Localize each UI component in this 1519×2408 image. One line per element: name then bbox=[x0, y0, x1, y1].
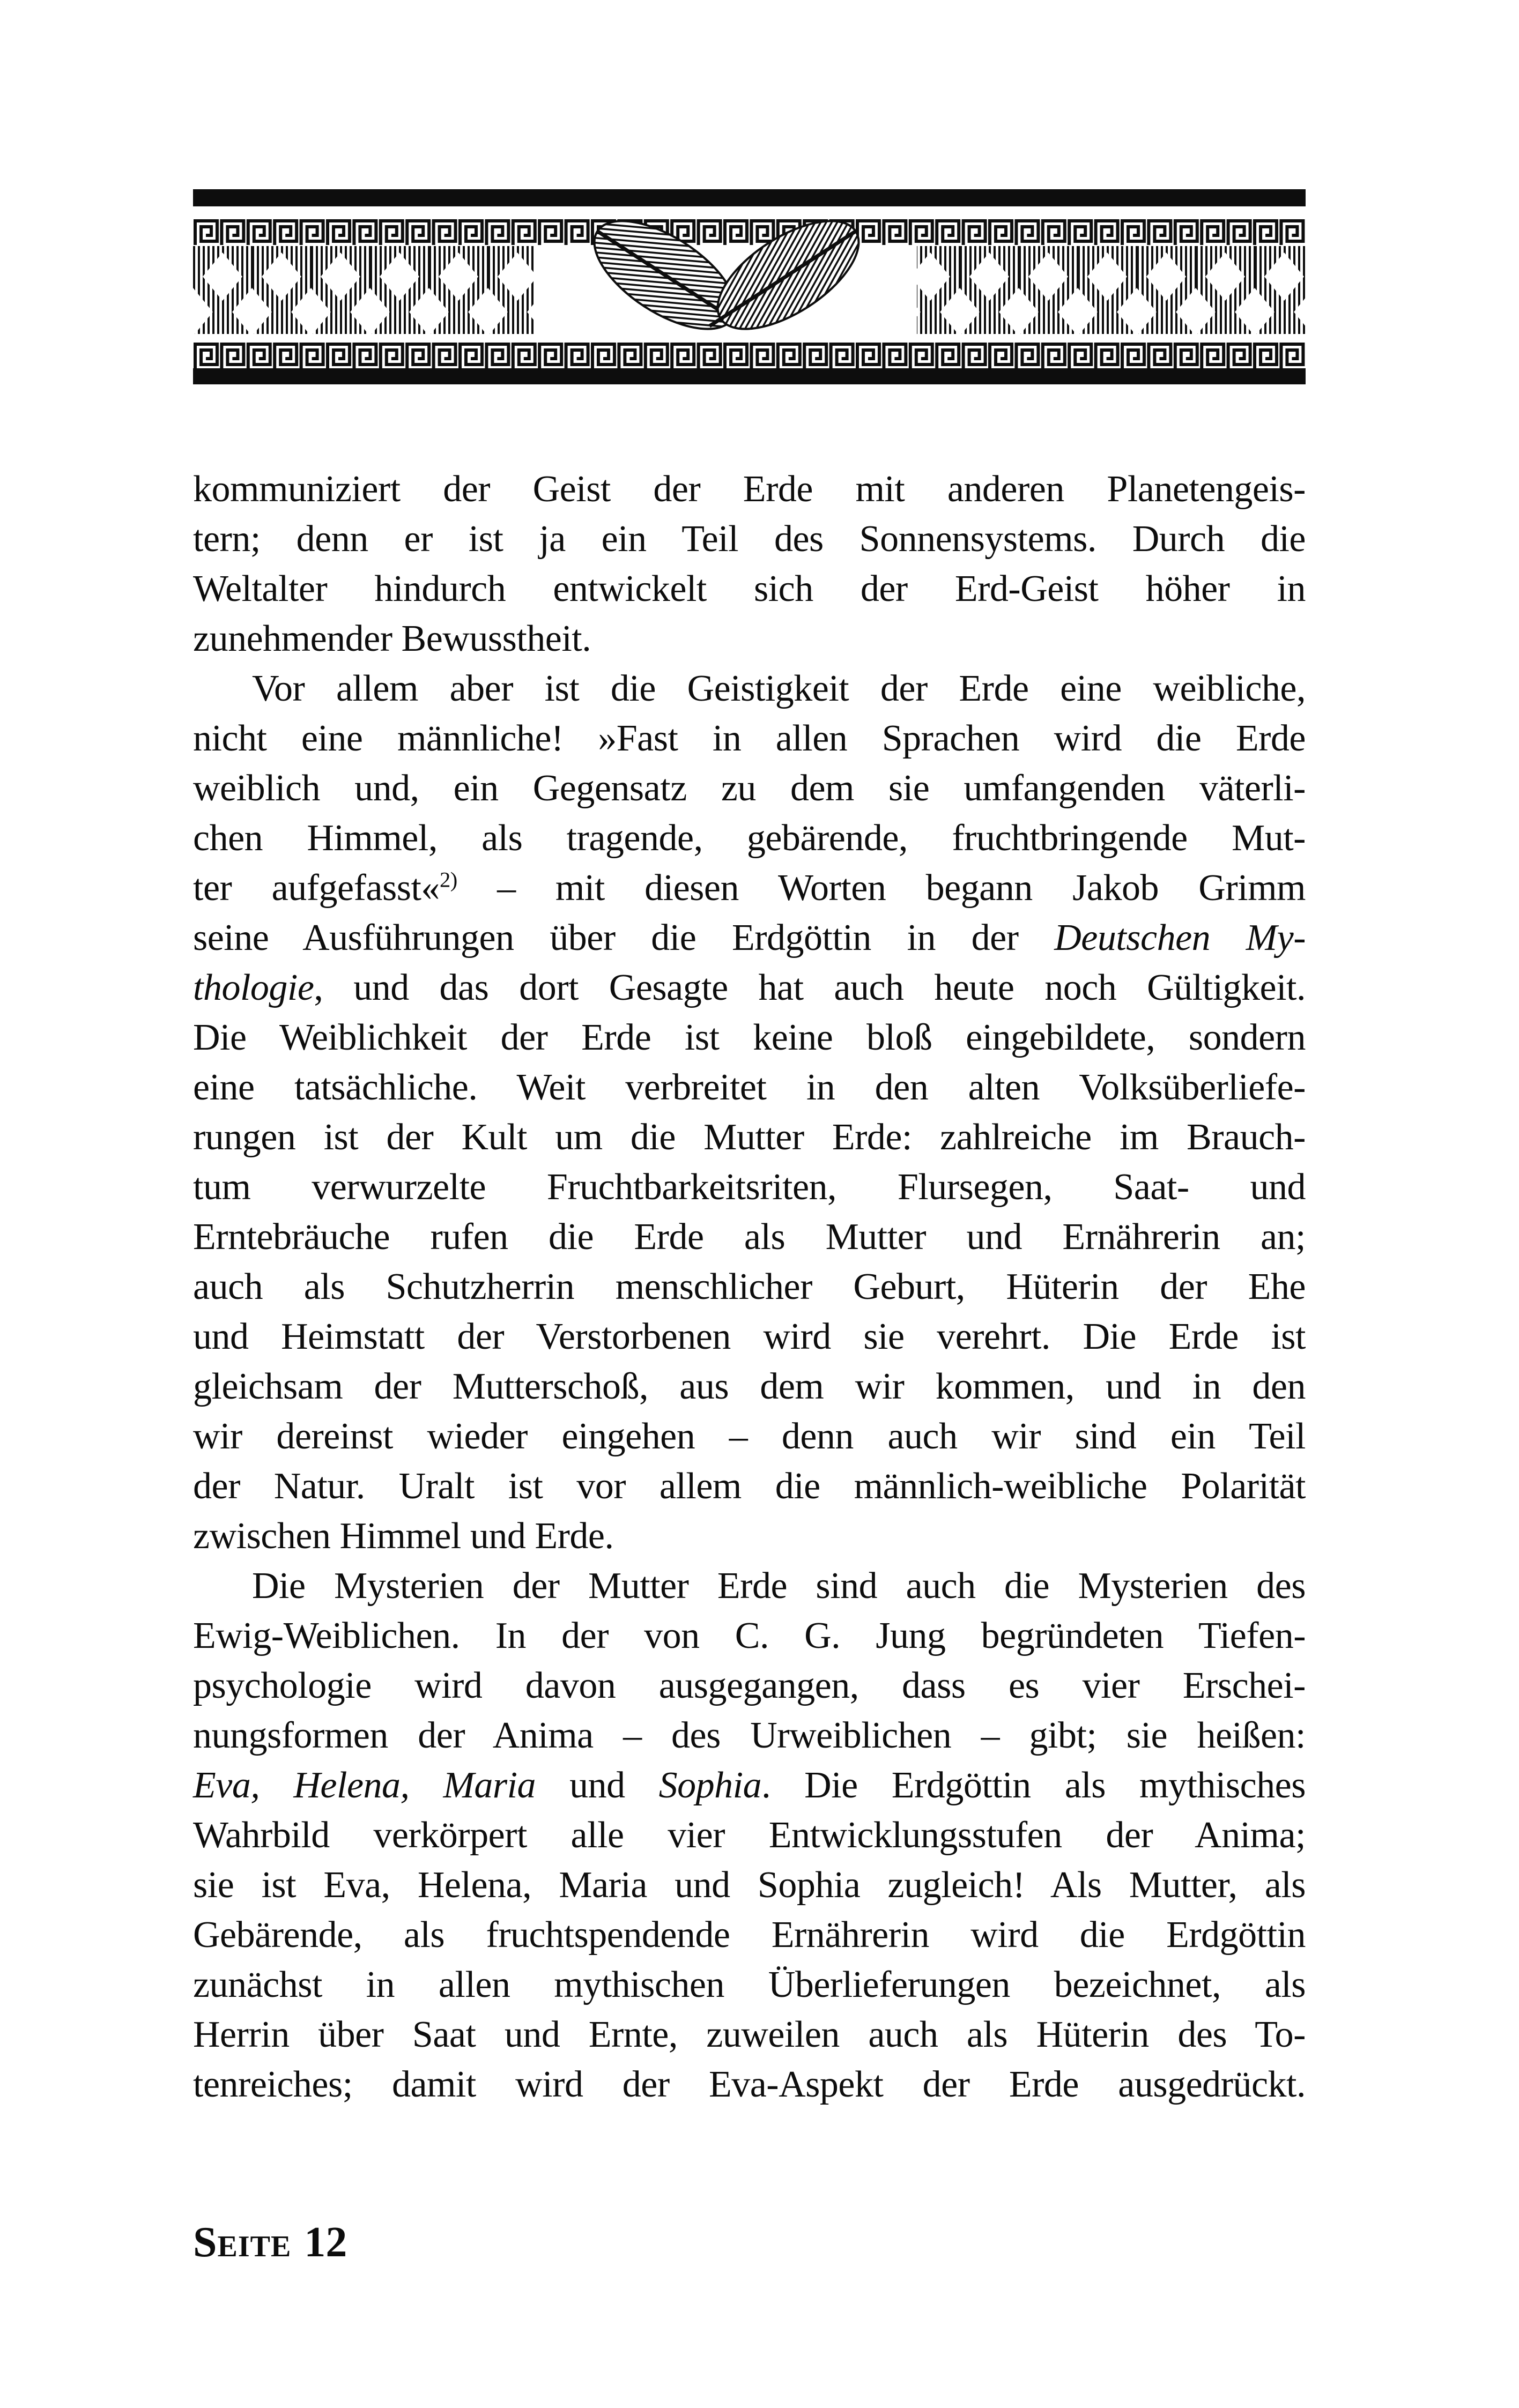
text-segment: zunächst in allen mythischen Überlieferungen bezeichnet, als bbox=[193, 1964, 1306, 2005]
band-top-bar bbox=[193, 189, 1306, 206]
text-line bbox=[193, 1312, 1306, 1362]
text-line bbox=[193, 963, 1306, 1013]
text-line bbox=[193, 1810, 1306, 1860]
page-footer bbox=[193, 2221, 347, 2264]
footer-label: Seite bbox=[193, 2219, 292, 2266]
text-segment: seine Ausführungen über die Erdgöttin in der bbox=[193, 917, 1055, 958]
text-line bbox=[193, 1013, 1306, 1062]
text-segment: kommuniziert der Geist der Erde mit anderen Planetengeis- bbox=[193, 469, 1306, 510]
text-segment: und bbox=[536, 1765, 659, 1806]
text-segment: Vor allem aber ist die Geistigkeit der Erde eine weibliche, bbox=[252, 668, 1306, 709]
text-segment: der Natur. Uralt ist vor allem die männlich-weibliche Polarität bbox=[193, 1466, 1306, 1507]
text-segment: tenreiches; damit wird der Eva-Aspekt der Erde ausgedrückt. bbox=[193, 2064, 1306, 2105]
band-bottom-bar bbox=[193, 368, 1306, 384]
greek-key-row-top bbox=[193, 215, 1306, 246]
text-segment: . Die Erdgöttin als mythisches bbox=[761, 1765, 1306, 1806]
text-segment: – mit diesen Worten begann Jakob Grimm bbox=[457, 867, 1306, 909]
ornamental-header-band bbox=[193, 189, 1306, 384]
text-segment: eine tatsächliche. Weit verbreitet in den alten Volksüberliefe- bbox=[193, 1067, 1306, 1108]
text-segment: Herrin über Saat und Ernte, zuweilen auch als Hüterin des To- bbox=[193, 2014, 1306, 2055]
text-segment: nungsformen der Anima – des Urweiblichen – gibt; sie heißen: bbox=[193, 1715, 1306, 1756]
text-segment: rungen ist der Kult um die Mutter Erde: zahlreiche im Brauch- bbox=[193, 1117, 1306, 1158]
text-segment: tum verwurzelte Fruchtbarkeitsriten, Flursegen, Saat- und bbox=[193, 1166, 1306, 1208]
text-line bbox=[193, 1461, 1306, 1511]
text-line bbox=[193, 664, 1306, 714]
text-segment: chen Himmel, als tragende, gebärende, fruchtbringende Mut- bbox=[193, 817, 1306, 859]
text-segment: Erntebräuche rufen die Erde als Mutter und Ernährerin an; bbox=[193, 1216, 1306, 1258]
text-line bbox=[193, 1162, 1306, 1212]
text-segment: Gebärende, als fruchtspendende Ernährerin wird die Erdgöttin bbox=[193, 1914, 1306, 1956]
text-segment: Weltalter hindurch entwickelt sich der Erd-Geist höher in bbox=[193, 568, 1306, 610]
text-segment: psychologie wird davon ausgegangen, dass es vier Erschei- bbox=[193, 1665, 1306, 1706]
text-line bbox=[193, 1362, 1306, 1411]
italic-text: Sophia bbox=[658, 1765, 762, 1806]
text-segment: Ewig-Weiblichen. In der von C. G. Jung begründeten Tiefen- bbox=[193, 1615, 1306, 1656]
text-line bbox=[193, 1910, 1306, 1960]
text-segment: weiblich und, ein Gegensatz zu dem sie umfangenden väterli- bbox=[193, 768, 1306, 809]
text-line bbox=[193, 863, 1306, 913]
text-line bbox=[193, 1212, 1306, 1262]
text-line bbox=[193, 1511, 1306, 1561]
text-line bbox=[193, 913, 1306, 963]
text-line bbox=[193, 1561, 1306, 1611]
text-line bbox=[193, 1661, 1306, 1711]
text-segment: ter aufgefasst« bbox=[193, 867, 440, 909]
text-segment: Die Weiblichkeit der Erde ist keine bloß eingebildete, sondern bbox=[193, 1017, 1306, 1058]
text-line bbox=[193, 763, 1306, 813]
footer-page-number: 12 bbox=[304, 2219, 347, 2266]
text-segment: und Heimstatt der Verstorbenen wird sie verehrt. Die Erde ist bbox=[193, 1316, 1306, 1357]
text-segment: zunehmender Bewusstheit. bbox=[193, 618, 591, 659]
text-segment: Die Mysterien der Mutter Erde sind auch die Mysterien des bbox=[252, 1565, 1306, 1607]
text-line bbox=[193, 1860, 1306, 1910]
italic-text: thologie bbox=[193, 967, 314, 1008]
text-line bbox=[193, 564, 1306, 614]
italic-text: Eva, Helena, Maria bbox=[193, 1765, 536, 1806]
fringe-left bbox=[193, 246, 536, 334]
text-line bbox=[193, 813, 1306, 863]
text-line bbox=[193, 714, 1306, 763]
text-segment: zwischen Himmel und Erde. bbox=[193, 1515, 614, 1557]
text-segment: sie ist Eva, Helena, Maria und Sophia zugleich! Als Mutter, als bbox=[193, 1864, 1306, 1906]
text-segment: auch als Schutzherrin menschlicher Geburt, Hüterin der Ehe bbox=[193, 1266, 1306, 1307]
text-line bbox=[193, 1711, 1306, 1760]
text-line bbox=[193, 2060, 1306, 2109]
text-segment: , und das dort Gesagte hat auch heute noch Gültigkeit. bbox=[314, 967, 1306, 1008]
body-text bbox=[193, 464, 1306, 2109]
text-segment: gleichsam der Mutterschoß, aus dem wir kommen, und in den bbox=[193, 1366, 1306, 1407]
text-line bbox=[193, 1611, 1306, 1661]
text-line bbox=[193, 614, 1306, 664]
fringe-right bbox=[917, 246, 1306, 334]
text-segment: Wahrbild verkörpert alle vier Entwicklungsstufen der Anima; bbox=[193, 1815, 1306, 1856]
italic-text: Deutschen My- bbox=[1054, 917, 1306, 958]
text-line bbox=[193, 1960, 1306, 2010]
text-line bbox=[193, 1411, 1306, 1461]
text-line bbox=[193, 1112, 1306, 1162]
text-segment: nicht eine männliche! »Fast in allen Sprachen wird die Erde bbox=[193, 718, 1306, 759]
text-line bbox=[193, 514, 1306, 564]
text-segment: tern; denn er ist ja ein Teil des Sonnensystems. Durch die bbox=[193, 518, 1306, 560]
text-segment: wir dereinst wieder eingehen – denn auch wir sind ein Teil bbox=[193, 1416, 1306, 1457]
text-line bbox=[193, 1062, 1306, 1112]
text-line bbox=[193, 2010, 1306, 2060]
text-line bbox=[193, 1760, 1306, 1810]
text-line bbox=[193, 464, 1306, 514]
text-line bbox=[193, 1262, 1306, 1312]
footnote-marker: 2) bbox=[439, 867, 457, 892]
greek-key-row-bottom bbox=[193, 338, 1306, 369]
